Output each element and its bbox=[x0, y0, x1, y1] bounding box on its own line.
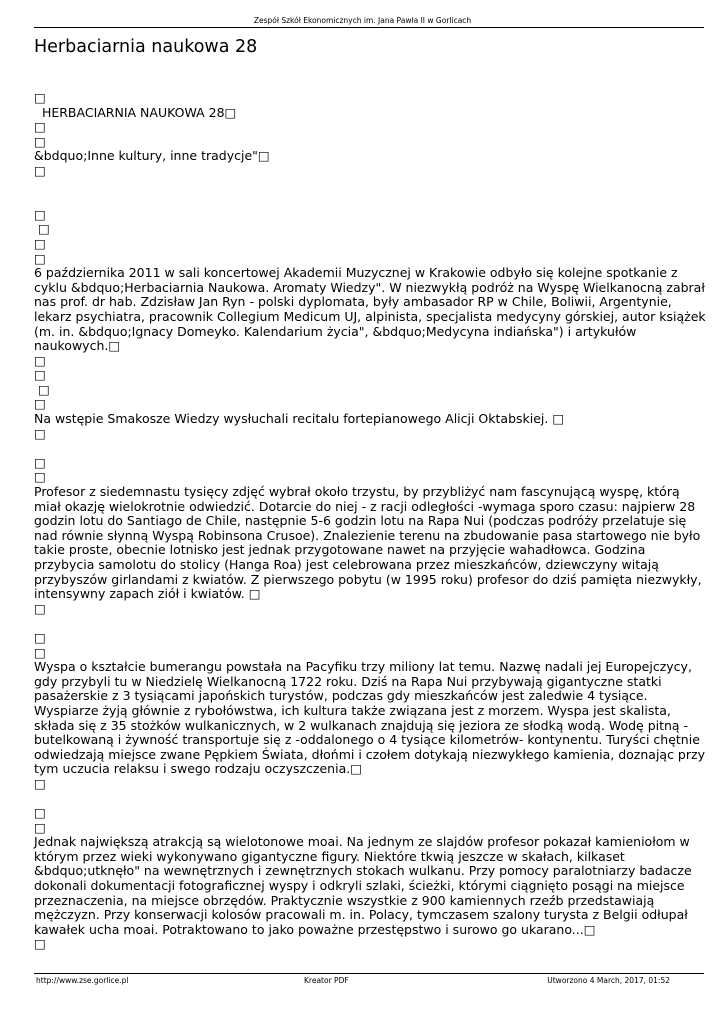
article-subtitle: &bdquo;Inne kultury, inne tradycje"□ bbox=[34, 148, 270, 164]
box-glyph: □ bbox=[34, 644, 46, 660]
footer-url: http://www.zse.gorlice.pl bbox=[36, 976, 129, 985]
page-title: Herbaciarnia naukowa 28 bbox=[34, 37, 258, 57]
footer-rule bbox=[34, 973, 704, 974]
article-heading: HERBACIARNIA NAUKOWA 28□ bbox=[34, 104, 237, 120]
box-glyph: □ bbox=[34, 775, 46, 791]
box-glyph: □ bbox=[34, 629, 46, 645]
paragraph-moai: Jednak największą atrakcją są wielotonowe moai. Na jednym ze slajdów profesor pokazał kamieniołom w którym przez wieki wykonywano gigantyczne figury. Niektóre tkwią jeszcze w skałach, kilkaset &bdquo;utknęło" na wewnętrznych i zewnętrznych stokach wulkanu. Przy pomocy paralotniarzy badacze dokonali dokumentacji fotograficznej wyspy i odkryli szlaki, ścieżki, którymi ciągnięto posągi na miejsce przeznaczenia, na miejsce obrzędów. Praktycznie wszystkie z 900 kamiennych rzeźb przedstawiają mężczyzn. Przy konserwacji kolosów pracowali m. in. Polacy, tymczasem szalony turysta z Belgii odłupał kawałek ucha moai. Potraktowano to jako poważne przestępstwo i surowo go ukarano...□ bbox=[34, 834, 692, 937]
box-glyph: □ bbox=[34, 454, 46, 470]
box-glyph: □ bbox=[34, 90, 46, 105]
header-rule bbox=[34, 27, 704, 28]
box-glyph: □ bbox=[34, 367, 46, 383]
article-body bbox=[34, 91, 706, 952]
paragraph-recital: Na wstępie Smakosze Wiedzy wysłuchali recitalu fortepianowego Alicji Oktabskiej. □ bbox=[34, 411, 565, 427]
box-glyph: □ bbox=[34, 206, 46, 222]
box-glyph: □ bbox=[34, 250, 46, 266]
box-glyph: □ bbox=[34, 396, 46, 412]
box-glyph: □ bbox=[34, 600, 46, 616]
box-glyph: □ bbox=[34, 381, 50, 397]
box-glyph: □ bbox=[34, 119, 46, 135]
document-header: Zespół Szkół Ekonomicznych im. Jana Pawła II w Gorlicach bbox=[253, 16, 472, 25]
paragraph-journey: Profesor z siedemnastu tysięcy zdjęć wybrał około trzystu, by przybliżyć nam fascynującą wyspę, którą miał okazję wielokrotnie odwiedzić. Dotarcie do niej - z racji odległości -wymaga sporo czasu: najpierw 28 godzin lotu do Santiago de Chile, następnie 5-6 godzin lotu na Rapa Nui (podczas podróży przelatuje się nad równie słynną Wyspą Robinsona Crusoe). Znalezienie terenu na zbudowanie pasa startowego nie było takie proste, obecnie lotnisko jest jednak przygotowane nawet na przyjęcie wahadłowca. Godzina przybycia samolotu do stolicy (Hanga Roa) jest celebrowana przez mieszkańców, dziewczyny witają przybyszów girlandami z kwiatów. Z pierwszego pobytu (w 1995 roku) profesor do dziś pamięta niezwykły, intensywny zapach ziół i kwiatów. □ bbox=[34, 484, 702, 602]
box-glyph: □ bbox=[34, 235, 46, 251]
box-glyph: □ bbox=[34, 819, 46, 835]
box-glyph: □ bbox=[34, 133, 46, 149]
footer-created: Utworzono 4 March, 2017, 01:52 bbox=[547, 976, 670, 985]
box-glyph: □ bbox=[34, 425, 46, 441]
box-glyph: □ bbox=[34, 352, 46, 368]
footer-generator: Kreator PDF bbox=[304, 976, 349, 985]
box-glyph: □ bbox=[34, 162, 46, 178]
box-glyph: □ bbox=[34, 805, 46, 821]
box-glyph: □ bbox=[34, 936, 46, 952]
paragraph-island: Wyspa o kształcie bumerangu powstała na Pacyfiku trzy miliony lat temu. Nazwę nadali jej Europejczycy, gdy przybyli tu w Niedzielę Wielkanocną 1722 roku. Dziś na Rapa Nui przybywają gigantyczne statki pasażerskie z 3 tysiącami japońskich turystów, podczas gdy mieszkańców jest zaledwie 4 tysiące. Wyspiarze żyją głównie z rybołówstwa, ich kultura także związana jest z morzem. Wyspa jest skalista, składa się z 35 stożków wulkanicznych, w 2 wulkanach znajdują się jeziora ze słodką wodą. Wodę pitną - butelkowaną i żywność transportuje się z -oddalonego o 4 tysiące kilometrów- kontynentu. Turyści chętnie odwiedzają miejsce zwane Pępkiem Świata, dłońmi i czołem dotykają niezwykłego kamienia, doznając przy tym uczucia relaksu i swego rodzaju oczyszczenia.□ bbox=[34, 659, 705, 777]
box-glyph: □ bbox=[34, 221, 50, 237]
box-glyph: □ bbox=[34, 469, 46, 485]
paragraph-intro: 6 października 2011 w sali koncertowej Akademii Muzycznej w Krakowie odbyło się kolejne spotkanie z cyklu &bdquo;Herbaciarnia Naukowa. Aromaty Wiedzy". W niezwykłą podróż na Wyspę Wielkanocną zabrał nas prof. dr hab. Zdzisław Jan Ryn - polski dyplomata, były ambasador RP w Chile, Boliwii, Argentynie, lekarz psychiatra, pracownik Collegium Medicum UJ, alpinista, specjalista medycyny górskiej, autor książek (m. in. &bdquo;Ignacy Domeyko. Kalendarium życia", &bdquo;Medycyna indiańska") i artykułów naukowych.□ bbox=[34, 265, 706, 354]
